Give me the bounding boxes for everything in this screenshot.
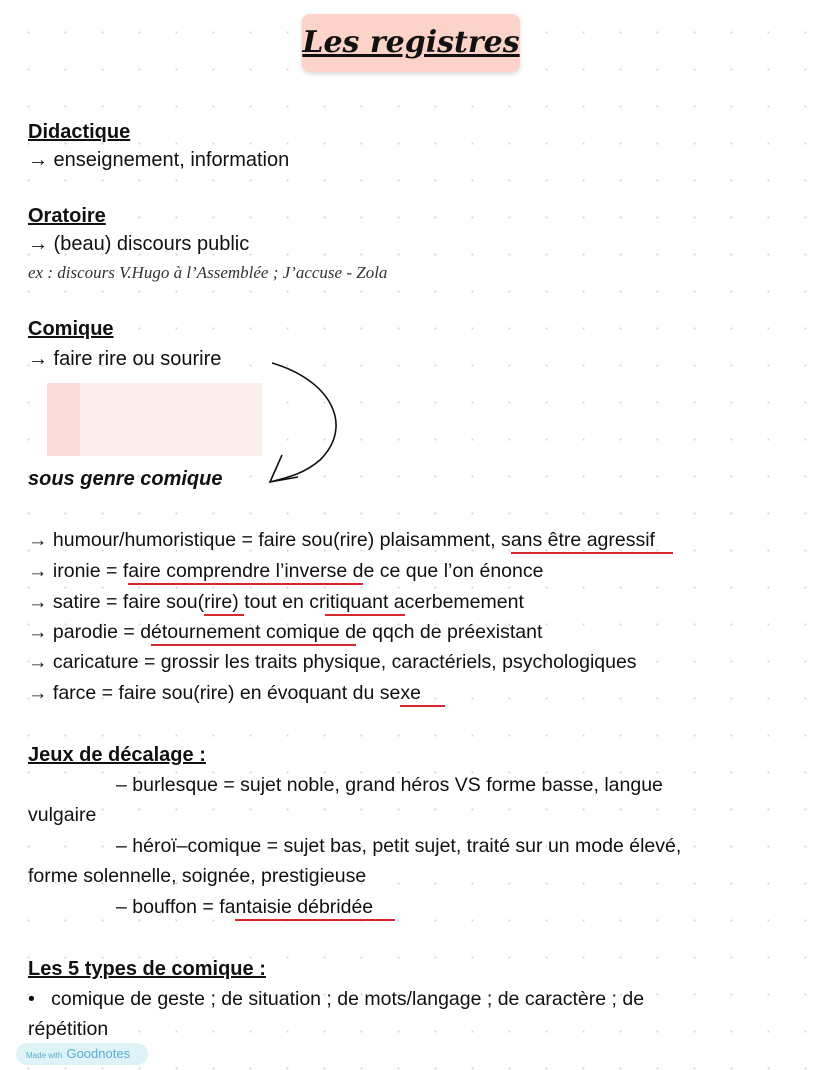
text: → farce = faire sou(rire) en évoquant du se	[28, 682, 401, 704]
subheading-sous-genre: sous genre comique	[28, 468, 223, 490]
underlined-text: ntaisie débridée	[235, 896, 395, 921]
didactique-line: → enseignement, information	[28, 149, 290, 171]
text: → parodie = d	[28, 621, 152, 643]
text: – bouffon = fa	[116, 896, 236, 918]
text: cerbemement	[404, 591, 524, 613]
text: comique de geste ; de situation ; de mots/langage ; de caractère ; de	[51, 988, 645, 1010]
heading-comique: Comique	[28, 318, 114, 340]
text: → satire = faire sou(	[28, 591, 205, 613]
bullet: •	[28, 988, 35, 1010]
text: e qqch de préexistant	[355, 621, 543, 643]
text: tout en cr	[244, 591, 326, 613]
item-ironie	[28, 559, 543, 583]
item-humour	[28, 528, 673, 552]
heading-decalage: Jeux de décalage :	[28, 744, 206, 766]
oratoire-example: ex : discours V.Hugo à l’Assemblée ; J’accuse - Zola	[28, 263, 388, 282]
item-bouffon	[116, 895, 395, 919]
heading-didactique: Didactique	[28, 121, 131, 143]
badge-brand: Goodnotes	[66, 1046, 131, 1061]
item-parodie	[28, 620, 542, 644]
item-farce	[28, 681, 445, 705]
item-types-cont: répétition	[28, 1018, 109, 1040]
underlined-text: étournement comique d	[151, 621, 356, 646]
oratoire-line: → (beau) discours public	[28, 233, 250, 255]
page-title: Les registres	[302, 14, 520, 72]
curved-arrow-icon	[260, 355, 350, 490]
text: → humour/humoristique = faire sou(rire) plaisamment, s	[28, 529, 511, 551]
underlined-text: xe	[400, 682, 445, 707]
item-caricature: → caricature = grossir les traits physique, caractériels, psychologiques	[28, 651, 637, 673]
item-heroi-comique: – héroï–comique = sujet bas, petit sujet, traité sur un mode élevé,	[116, 835, 682, 857]
badge-small: Made with	[26, 1051, 63, 1060]
goodnotes-badge	[16, 1043, 148, 1065]
underlined-text: ans être agressif	[511, 529, 673, 554]
comique-line: → faire rire ou sourire	[28, 348, 222, 370]
underlined-text: aire comprendre l’inverse d	[128, 560, 363, 585]
item-satire	[28, 590, 524, 614]
item-burlesque-cont: vulgaire	[28, 804, 97, 826]
item-types	[28, 987, 644, 1011]
item-heroi-comique-cont: forme solennelle, soignée, prestigieuse	[28, 865, 367, 887]
text: e ce que l’on énonce	[363, 560, 544, 582]
heading-oratoire: Oratoire	[28, 205, 106, 227]
text: → ironie = f	[28, 560, 129, 582]
underlined-text: itiquant a	[325, 591, 404, 616]
item-burlesque: – burlesque = sujet noble, grand héros VS forme basse, langue	[116, 774, 663, 796]
highlight-box	[47, 383, 262, 456]
underlined-text: rire)	[204, 591, 244, 616]
heading-types: Les 5 types de comique :	[28, 958, 266, 980]
